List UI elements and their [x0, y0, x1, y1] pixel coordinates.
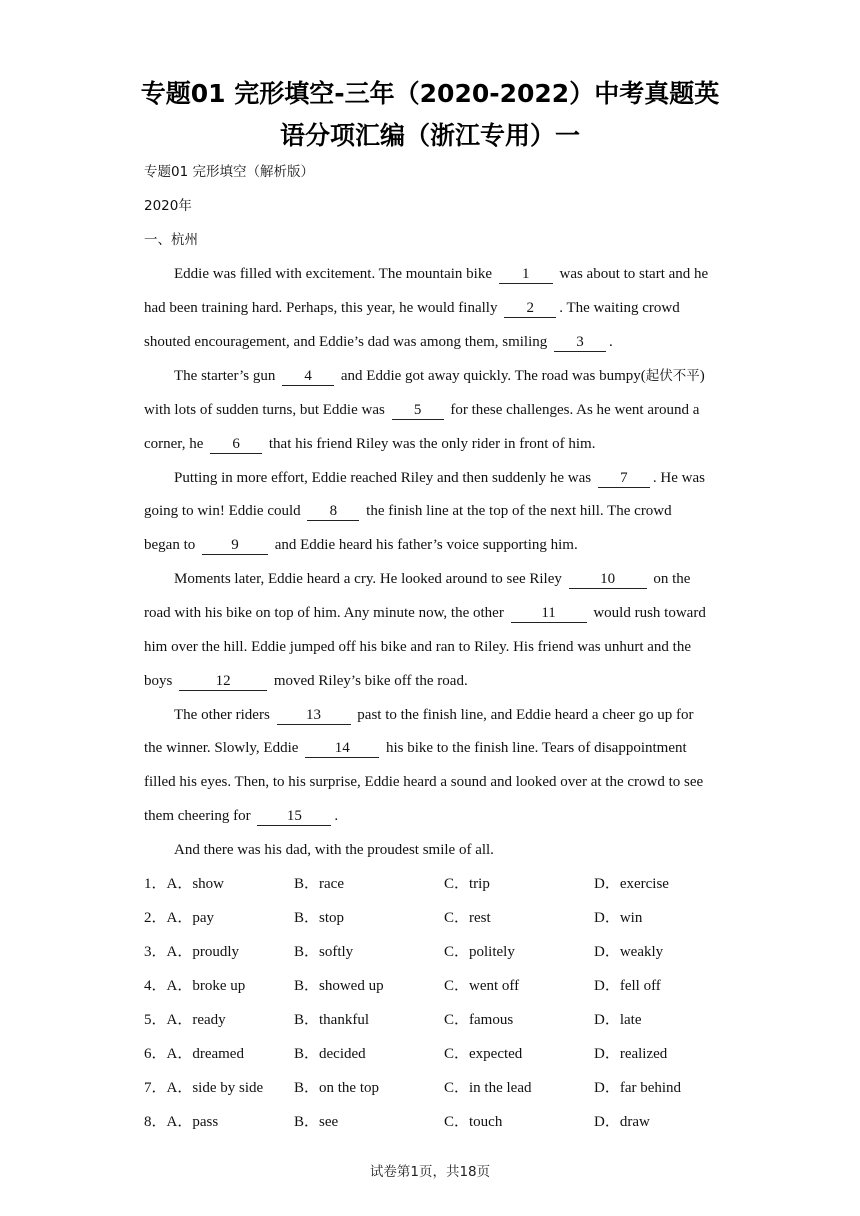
- option-d: D．fell off: [594, 978, 661, 994]
- passage-line: [144, 332, 613, 352]
- passage-text: the finish line at the top of the next hill. The crowd: [362, 503, 672, 519]
- option-b: B．thankful: [294, 1012, 369, 1028]
- option-c: C．went off: [444, 978, 520, 994]
- blank-13: 13: [277, 707, 351, 725]
- blank-6: 6: [210, 436, 262, 454]
- blank-1: 1: [499, 266, 553, 284]
- passage-line: [144, 671, 468, 691]
- passage-line: [144, 535, 578, 555]
- passage-text: him over the hill. Eddie jumped off his bike and ran to Riley. His friend was unhurt and the: [144, 639, 691, 655]
- page-footer: 试卷第1页，共18页: [369, 1164, 491, 1180]
- passage-text: and Eddie got away quickly. The road was bumpy(: [337, 368, 646, 384]
- blank-8: 8: [307, 503, 359, 521]
- passage-line: [174, 264, 708, 284]
- passage-line: [144, 806, 338, 826]
- passage-line: [144, 637, 691, 657]
- option-c: C．trip: [444, 876, 490, 892]
- passage-line: [144, 772, 703, 792]
- passage-text: . He was: [652, 470, 705, 486]
- option-b: B．on the top: [294, 1080, 379, 1096]
- passage-line: [144, 298, 680, 318]
- passage-text: on the: [649, 571, 691, 587]
- passage-line: [174, 840, 494, 860]
- passage-text: Putting in more effort, Eddie reached Riley and then suddenly he was: [174, 470, 595, 486]
- section-heading: 一、杭州: [144, 232, 198, 248]
- option-a: 1．A．show: [144, 876, 225, 892]
- option-d: D．far behind: [594, 1080, 682, 1096]
- passage-text: Eddie was filled with excitement. The mountain bike: [174, 266, 496, 282]
- option-b: B．stop: [294, 910, 345, 926]
- option-d: D．win: [594, 910, 643, 926]
- option-c: C．touch: [444, 1114, 503, 1130]
- passage-text: road with his bike on top of him. Any minute now, the other: [144, 605, 508, 621]
- option-a: 2．A．pay: [144, 910, 214, 926]
- passage-line: [144, 738, 687, 758]
- passage-text: was about to start and he: [555, 266, 709, 282]
- passage-line: [174, 705, 693, 725]
- option-b: B．softly: [294, 944, 354, 960]
- passage-text: past to the finish line, and Eddie heard a cheer go up for: [353, 707, 694, 723]
- option-c: C．rest: [444, 910, 491, 926]
- passage-text: going to win! Eddie could: [144, 503, 305, 519]
- passage-text: .: [334, 808, 339, 824]
- passage-text: them cheering for: [144, 808, 255, 824]
- option-b: B．see: [294, 1114, 339, 1130]
- passage-text: and Eddie heard his father’s voice supporting him.: [270, 537, 578, 553]
- passage-text: shouted encouragement, and Eddie’s dad was among them, smiling: [144, 334, 551, 350]
- passage-text: that his friend Riley was the only rider in front of him.: [265, 436, 596, 452]
- blank-15: 15: [257, 808, 331, 826]
- option-a: 6．A．dreamed: [144, 1046, 244, 1062]
- option-a: 8．A．pass: [144, 1114, 219, 1130]
- passage-text: the winner. Slowly, Eddie: [144, 740, 303, 756]
- blank-11: 11: [511, 605, 587, 623]
- passage-text: . The waiting crowd: [559, 300, 680, 316]
- option-a: 4．A．broke up: [144, 978, 246, 994]
- passage-text: for these challenges. As he went around a: [446, 402, 700, 418]
- passage-line: [144, 501, 672, 521]
- blank-7: 7: [598, 470, 650, 488]
- passage-line: [144, 400, 699, 420]
- option-d: D．draw: [594, 1114, 650, 1130]
- blank-5: 5: [392, 402, 444, 420]
- option-c: C．politely: [444, 944, 515, 960]
- option-b: B．decided: [294, 1046, 366, 1062]
- blank-9: 9: [202, 537, 268, 555]
- passage-text: his bike to the finish line. Tears of disappointment: [382, 740, 687, 756]
- passage-text: Moments later, Eddie heard a cry. He looked around to see Riley: [174, 571, 566, 587]
- document-title-line-2: 语分项汇编（浙江专用）一: [279, 121, 580, 150]
- passage-text: would rush toward: [589, 605, 706, 621]
- blank-12: 12: [179, 673, 267, 691]
- passage-line: [174, 366, 705, 386]
- passage-text: corner, he: [144, 436, 208, 452]
- passage-line: [144, 434, 595, 454]
- option-a: 3．A．proudly: [144, 944, 239, 960]
- passage-text: ): [699, 368, 705, 384]
- passage-text: boys: [144, 673, 177, 689]
- passage-text: began to: [144, 537, 199, 553]
- passage-text: And there was his dad, with the proudest smile of all.: [174, 842, 494, 858]
- option-c: C．famous: [444, 1012, 514, 1028]
- option-d: D．weakly: [594, 944, 664, 960]
- option-c: C．expected: [444, 1046, 523, 1062]
- passage-text: moved Riley’s bike off the road.: [270, 673, 468, 689]
- blank-3: 3: [554, 334, 606, 352]
- option-b: B．showed up: [294, 978, 384, 994]
- blank-10: 10: [569, 571, 647, 589]
- passage-text: The starter’s gun: [174, 368, 280, 384]
- year-heading: 2020年: [144, 198, 192, 214]
- blank-2: 2: [504, 300, 556, 318]
- option-a: 5．A．ready: [144, 1012, 226, 1028]
- gloss-text: 起伏不平: [645, 368, 700, 384]
- option-d: D．exercise: [594, 876, 669, 892]
- passage-line: [174, 468, 705, 488]
- passage-line: [144, 603, 706, 623]
- option-a: 7．A．side by side: [144, 1080, 264, 1096]
- passage-text: had been training hard. Perhaps, this year, he would finally: [144, 300, 502, 316]
- passage-text: filled his eyes. Then, to his surprise, Eddie heard a sound and looked over at the crowd to see: [144, 774, 704, 790]
- option-c: C．in the lead: [444, 1080, 532, 1096]
- blank-4: 4: [282, 368, 334, 386]
- document-title-line-1: 专题01 完形填空-三年（2020-2022）中考真题英: [140, 79, 720, 108]
- option-d: D．late: [594, 1012, 642, 1028]
- option-d: D．realized: [594, 1046, 668, 1062]
- passage-line: [174, 569, 690, 589]
- passage-text: The other riders: [174, 707, 274, 723]
- passage-text: .: [609, 334, 613, 350]
- option-b: B．race: [294, 876, 344, 892]
- blank-14: 14: [305, 740, 379, 758]
- passage-text: with lots of sudden turns, but Eddie was: [144, 402, 389, 418]
- subtitle: 专题01 完形填空（解析版）: [144, 164, 314, 180]
